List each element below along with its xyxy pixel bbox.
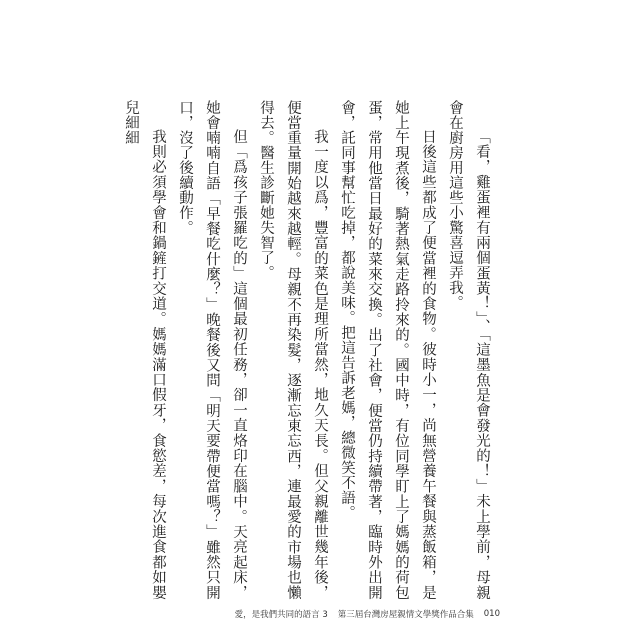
book-page xyxy=(123,45,500,605)
page-footer xyxy=(145,606,500,622)
footer-page-number: 010 xyxy=(483,609,500,619)
paragraph-2: 日後這些都成了便當裡的食物。彼時小一，尚無營養午餐與蒸飯箱，是她上午現煮後，騎著熱氣走路拎來的。國中時，有位同學盯上了媽媽的荷包蛋，常用他當日最好的菜來交換。出了社會，便當仍持續帶著，臨時外出開會，託同事幫忙吃掉，都說美味。把這告訴老媽，總微笑不語。 xyxy=(339,100,436,600)
paragraph-3: 我一度以爲，豐富的菜色是理所當然，地久天長。但父親離世幾年後，便當重量開始越來越輕。母親不再染髮，逐漸忘東忘西，連最愛的市場也懶得去。醫生診斷她失智了。 xyxy=(258,100,328,600)
paragraph-5: 我則必須學會和鍋鏟打交道。媽媽滿口假牙，食慾差，每次進食都如嬰兒細細 xyxy=(123,100,166,600)
footer-book-title: 愛，是我們共同的語言 3 xyxy=(234,610,328,620)
footer-series-title: 第三屆台灣房屋親情文學獎作品合集 xyxy=(337,610,474,620)
vertical-body-text xyxy=(123,100,495,600)
paragraph-1: 「看，雞蛋裡有兩個蛋黃！」、「這墨魚是會發光的！」未上學前，母親會在廚房用這些小驚喜逗弄我。 xyxy=(447,100,490,600)
paragraph-4: 但「爲孩子張羅吃的」這個最初任務，卻一直烙印在腦中。天亮起床，她會喃喃自語「早餐吃什麼？」晚餐後又問「明天要帶便當嗎？」雖然只開口，沒了後續動作。 xyxy=(177,100,247,600)
